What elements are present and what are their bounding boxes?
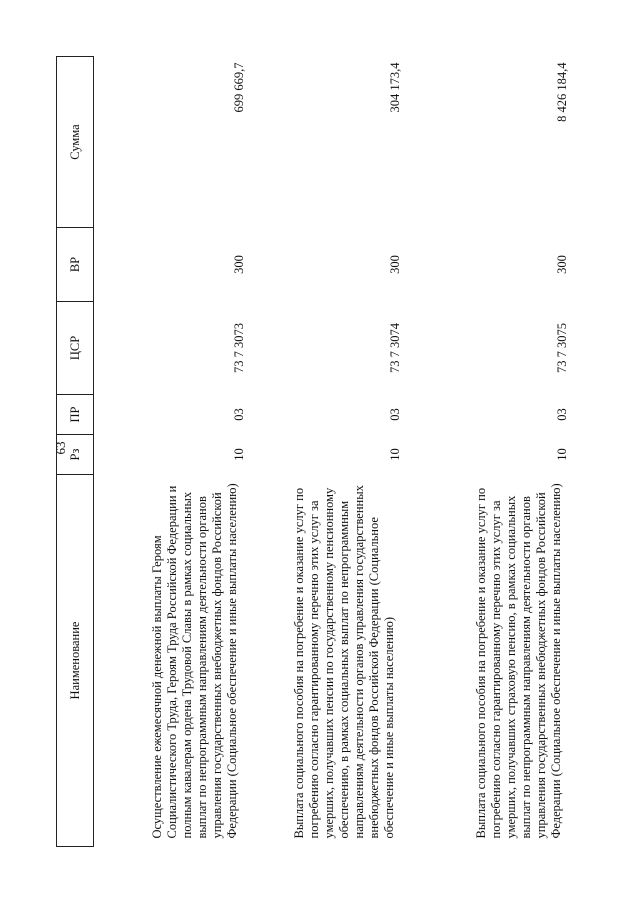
header-vr: ВР	[57, 228, 94, 302]
row-pr: 03	[388, 408, 402, 421]
row-pr: 03	[232, 408, 246, 421]
header-rz: Рз	[57, 435, 94, 475]
row-rz: 10	[388, 448, 402, 461]
table-row	[403, 57, 570, 847]
row-rz: 10	[232, 448, 246, 461]
row-csr: 73 7 3075	[555, 323, 569, 373]
row-vr: 300	[555, 255, 569, 274]
row-sum: 8 426 184,4	[555, 62, 569, 122]
row-vr: 300	[232, 255, 246, 274]
header-sum: Сумма	[57, 57, 94, 228]
table-row	[94, 57, 249, 847]
rotated-page-content	[56, 57, 569, 847]
row-csr: 73 7 3074	[388, 323, 402, 373]
table-header-row	[57, 57, 94, 847]
header-name: Наименование	[57, 475, 94, 847]
row-sum: 304 173,4	[388, 62, 402, 113]
budget-table	[56, 56, 570, 847]
row-name: Выплата социального пособия на погребение и оказание услуг по погребению согласно гарантированному перечню этих услуг за умерших, получавших страховую пенсию, в рамках социальных выплат по непрограммным направлениям деятельности органов управления государственных внебюджетных фондов Российской Федерации (Социальное обеспечение и иные выплаты населению)	[474, 483, 563, 839]
row-vr: 300	[388, 255, 402, 274]
table-row	[248, 57, 403, 847]
row-rz: 10	[555, 448, 569, 461]
header-pr: ПР	[57, 395, 94, 435]
row-sum: 699 669,7	[232, 62, 246, 113]
header-csr: ЦСР	[57, 302, 94, 395]
row-pr: 03	[555, 408, 569, 421]
page-number: 63	[53, 441, 68, 455]
row-name: Осуществление ежемесячной денежной выплаты Героям Социалистического Труда, Героям Труда Российской Федерации и полным кавалерам ордена Трудовой Славы в рамках социальных выплат по непрограммным направлениям деятельности органов управления государственных внебюджетных фондов Российской Федерации (Социальное обеспечение и иные выплаты населению)	[150, 483, 239, 839]
row-name: Выплата социального пособия на погребение и оказание услуг по погребению согласно гарантированному перечню этих услуг за умерших, получавших пенсии по государственному пенсионному обеспечению, в рамках социальных выплат по непрограммным направлениям деятельности органов управления государственных внебюджетных фондов Российской Федерации (Социальное обеспечение и иные выплаты населению)	[292, 485, 396, 839]
row-csr: 73 7 3073	[232, 323, 246, 373]
